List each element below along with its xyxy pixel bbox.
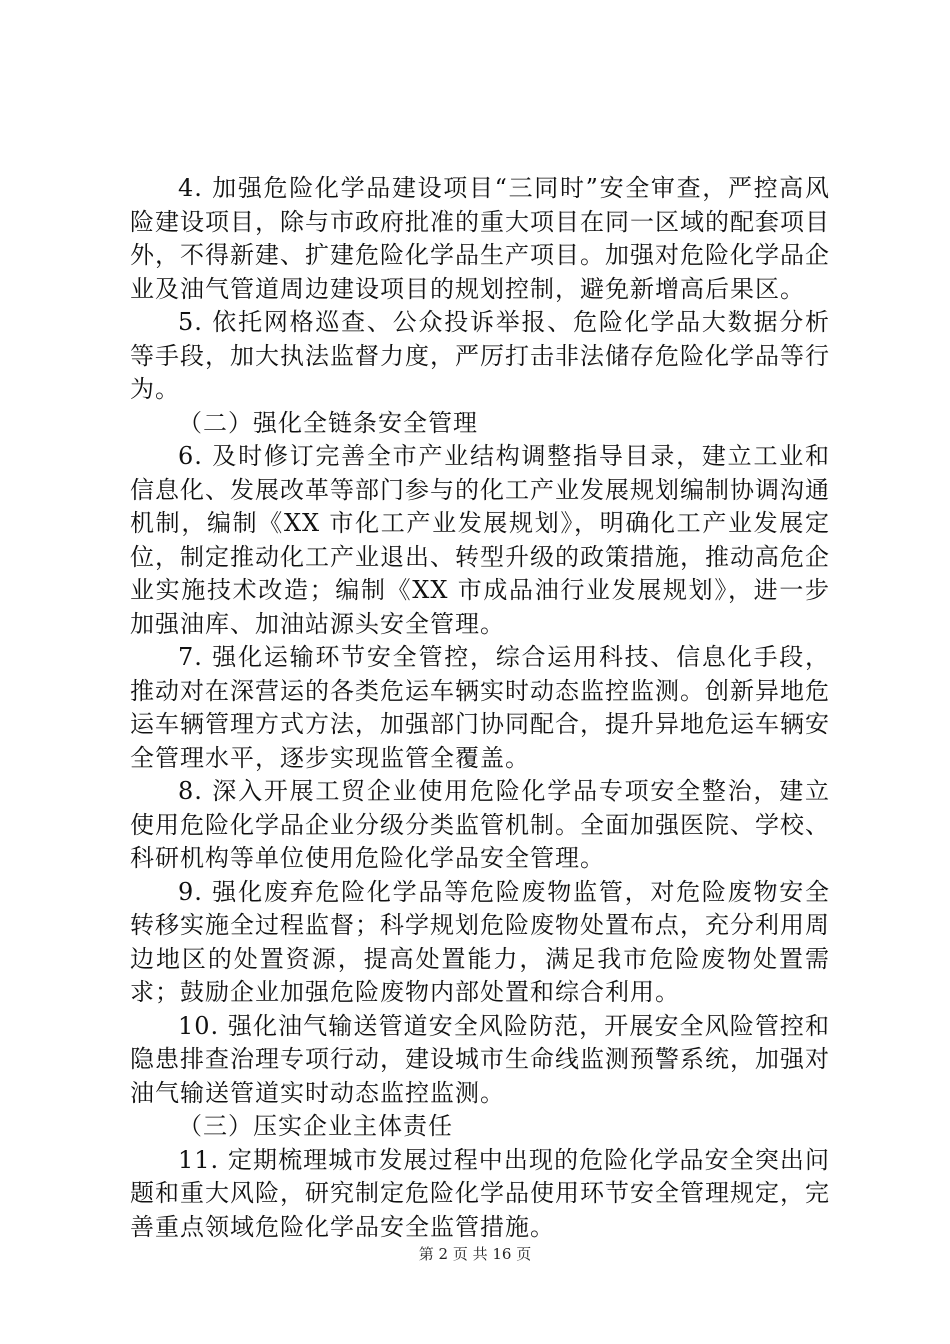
paragraph-11: 11. 定期梳理城市发展过程中出现的危险化学品安全突出问题和重大风险，研究制定危险化学品使用环节安全管理规定，完善重点领域危险化学品安全监管措施。 [130, 1145, 830, 1241]
page-footer: 第 2 页 共 16 页 [418, 1245, 532, 1263]
paragraph-7: 7. 强化运输环节安全管控，综合运用科技、信息化手段，推动对在深营运的各类危运车辆实时动态监控监测。创新异地危运车辆管理方式方法，加强部门协同配合，提升异地危运车辆安全管理水平，逐步实现监管全覆盖。 [130, 643, 830, 772]
paragraph-10: 10. 强化油气输送管道安全风险防范，开展安全风险管控和隐患排查治理专项行动，建设城市生命线监测预警系统，加强对油气输送管道实时动态监控监测。 [130, 1011, 830, 1107]
section-heading-3: （三）压实企业主体责任 [178, 1112, 453, 1140]
document-body [130, 172, 830, 1244]
paragraph-8: 8. 深入开展工贸企业使用危险化学品专项安全整治，建立使用危险化学品企业分级分类监管机制。全面加强医院、学校、科研机构等单位使用危险化学品安全管理。 [130, 777, 830, 872]
paragraph-6: 6. 及时修订完善全市产业结构调整指导目录，建立工业和信息化、发展改革等部门参与的化工产业发展规划编制协调沟通机制，编制《XX 市化工产业发展规划》，明确化工产业发展定位，制定推动化工产业退出、转型升级的政策措施，推动高危企业实施技术改造；编制《XX 市成品油行业发展规划》，进一步加强油库、加油站源头安全管理。 [130, 442, 830, 638]
paragraph-4: 4. 加强危险化学品建设项目“三同时”安全审查，严控高风险建设项目，除与市政府批准的重大项目在同一区域的配套项目外，不得新建、扩建危险化学品生产项目。加强对危险化学品企业及油气管道周边建设项目的规划控制，避免新增高后果区。 [130, 174, 830, 303]
paragraph-5: 5. 依托网格巡查、公众投诉举报、危险化学品大数据分析等手段，加大执法监督力度，严厉打击非法储存危险化学品等行为。 [130, 308, 830, 403]
section-heading-2: （二）强化全链条安全管理 [178, 408, 478, 437]
paragraph-9: 9. 强化废弃危险化学品等危险废物监管，对危险废物安全转移实施全过程监督；科学规划危险废物处置布点，充分利用周边地区的处置资源，提高处置能力，满足我市危险废物处置需求；鼓励企业加强危险废物内部处置和综合利用。 [130, 877, 830, 1006]
